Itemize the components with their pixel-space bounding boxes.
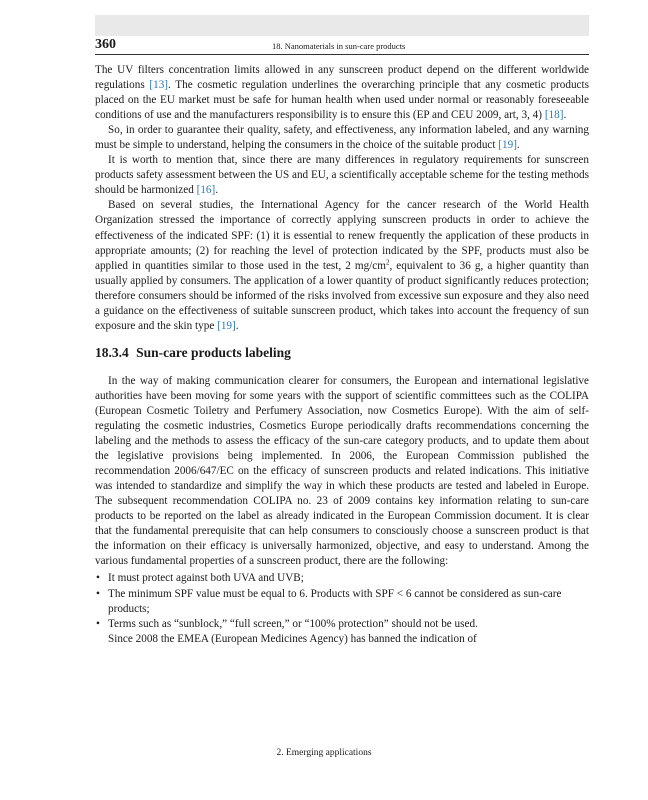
list-item: • It must protect against both UVA and UVB; [95,571,589,586]
paragraph-4: Based on several studies, the International Agency for the cancer research of the World Health Organization stressed the importance of correctly applying sunscreen products in order to achieve the effectiveness of the indicated SPF: (1) it is essential to renew frequently the application of these products in appropriate amounts; (2) for reaching the level of protection indicated by the SPF, products must also be applied in quantities similar to those used in the test, 2 $mg/cm^2$, equivalent to 36 g, a higher quantity than usually applied by consumers. The application of a lower quantity of product significantly reduces protection; therefore consumers should be informed of the risks involved from excessive sun exposure and they also need a guidance on the effectiveness of suitable sunscreen product, which takes into account the frequency of sun exposure and the skin type [19]. [95,199,589,332]
running-head: 18. Nanomaterials in sun-care products [272,41,406,51]
header-rule [95,54,589,55]
page-number: 360 [95,37,116,52]
citation-link[interactable]: [19] [217,319,236,332]
bullet-icon: • [96,572,100,585]
body-text [95,63,589,647]
header-bar [95,15,589,36]
list-item: • Terms such as “sunblock,” “full screen,” or “100% protection” should not be used. [95,617,589,632]
citation-link[interactable]: [16] [196,184,216,197]
list-item: • The minimum SPF value must be equal to 6. Products with SPF < 6 cannot be considered as sun-care products; [96,587,562,615]
section-paragraph: In the way of making communication clearer for consumers, the European and international legislative authorities have been moving for some years with the support of scientific committees such as the COLIPA (European Cosmetic Toiletry and Perfumery Association, now Cosmetics Europe). With the aim of self-regulating the cosmetic industries, Cosmetics Europe periodically drafts recommendations concerning the labeling and the methods to assess the efficacy of the sun-care category products, and to update them about the legislative provisions being implemented. In 2006, the European Commission published the recommendation 2006/647/EC on the efficacy of sunscreen products and related indications. This initiative was intended to standardize and simplify the way in which these products are tested and labeled in Europe. The subsequent recommendation COLIPA no. 23 of 2009 contains key information relating to sun-care products to be reported on the label as already indicated in the European Commission document. It is clear that the fundamental prerequisite that can help consumers to consciously choose a sunscreen product is that the information on their efficacy is universally harmonized, objective, and easy to understand. Among the various fundamental properties of a sunscreen product, there are the following: [95,374,589,568]
section-heading [95,344,589,361]
paragraph-1: The UV filters concentration limits allowed in any sunscreen product depend on the different worldwide regulations [13]. The cosmetic regulation underlines the overarching principle that any cosmetic products placed on the EU market must be safe for human health when used under normal or reasonably foreseeable conditions of use and the manufacturers responsibility is to ensure this (EP and CEU 2009, art, 3, 4) [18]. [95,64,589,122]
superscript: 2 [385,257,390,266]
footer-part-title: 2. Emerging applications [276,748,372,758]
paragraph-2: So, in order to guarantee their quality, safety, and effectiveness, any information labeled, and any warning must be simple to understand, helping the consumers in the choice of the suitable product [19]. [95,124,589,152]
citation-link[interactable]: [19] [498,139,517,152]
bullet-icon: • [96,587,100,600]
citation-link[interactable]: [13] [149,79,169,92]
paragraph-3: It is worth to mention that, since there are many differences in regulatory requirements for sunscreen products safety assessment between the US and EU, a scientifically acceptable scheme for the testing methods should be harmonized [16]. [95,154,589,197]
bullet-list [95,571,589,631]
citation-link[interactable]: [18] [544,109,564,122]
section-title: Sun-care products labeling [136,344,291,360]
continuation-text: Since 2008 the EMEA (European Medicines Agency) has banned the indication of [108,632,477,645]
bullet-icon: • [96,617,100,630]
section-number: 18.3.4 [95,344,129,360]
